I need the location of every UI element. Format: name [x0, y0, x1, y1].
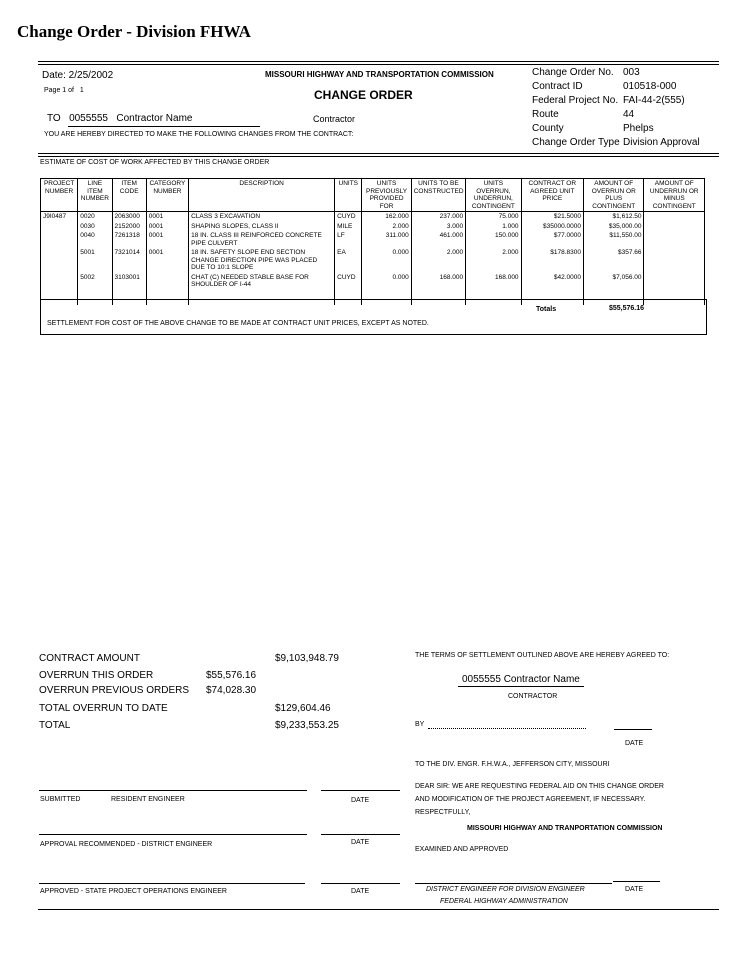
column-header: LINE ITEM NUMBER: [78, 179, 112, 212]
total-overrun-label: TOTAL OVERRUN TO DATE: [39, 703, 168, 714]
column-header: AMOUNT OF UNDERRUN OR MINUS CONTINGENT: [644, 179, 705, 212]
examined-approved: EXAMINED AND APPROVED: [415, 846, 509, 853]
info-value: 44: [623, 109, 635, 120]
column-header: CATEGORY NUMBER: [146, 179, 188, 212]
page-label: Page 1 of 1: [44, 87, 84, 94]
column-header: PROJECT NUMBER: [41, 179, 78, 212]
info-label: Route: [532, 109, 559, 120]
column-header: DESCRIPTION: [189, 179, 335, 212]
approval-recommended-date-line: [321, 834, 400, 835]
header-rule: [38, 153, 719, 154]
info-label: County: [532, 123, 564, 134]
directive-text: YOU ARE HEREBY DIRECTED TO MAKE THE FOLLOWING CHANGES FROM THE CONTRACT:: [44, 131, 354, 138]
settlement-note: SETTLEMENT FOR COST OF THE ABOVE CHANGE TO BE MADE AT CONTRACT UNIT PRICES, EXCEPT AS NOTED.: [47, 320, 429, 327]
overrun-this-label: OVERRUN THIS ORDER: [39, 670, 154, 681]
contractor-underline: [458, 686, 584, 687]
agreed-text: THE TERMS OF SETTLEMENT OUTLINED ABOVE ARE HEREBY AGREED TO:: [415, 652, 670, 659]
total-label: TOTAL: [39, 720, 71, 731]
column-header: UNITS: [335, 179, 362, 212]
district-date-line: [613, 881, 660, 882]
contract-amount-label: CONTRACT AMOUNT: [39, 653, 140, 664]
info-labels: [532, 66, 620, 150]
table-row: J9I0487 0020 2063000 0001 CLASS 3 EXCAVATION CUYD 162.000 237.000 75.000 $21.5000 $1,612.50: [41, 212, 705, 222]
respectfully: RESPECTFULLY,: [415, 809, 471, 816]
contract-amount: $9,103,948.79: [275, 653, 339, 664]
to-line: TO 0055555 Contractor Name: [47, 113, 193, 124]
info-label: Contract ID: [532, 81, 583, 92]
by-signature-line: [428, 728, 586, 729]
district-engineer-line: [415, 883, 612, 884]
contractor-caption: CONTRACTOR: [508, 693, 558, 700]
date: Date: 2/25/2002: [42, 70, 114, 81]
resident-engineer-label: RESIDENT ENGINEER: [111, 796, 185, 803]
info-value: FAI-44-2(555): [623, 95, 685, 106]
commission-signature: MISSOURI HIGHWAY AND TRANPORTATION COMMISSION: [467, 825, 663, 832]
contractor-label: Contractor: [313, 114, 356, 124]
submitted-date-line: [321, 790, 400, 791]
contractor-line: 0055555 Contractor Name: [462, 674, 580, 685]
by-date-line: [614, 729, 652, 730]
top-rule: [38, 61, 719, 62]
header-rule-2: [38, 156, 719, 157]
overrun-prev-label: OVERRUN PREVIOUS ORDERS: [39, 685, 190, 696]
overrun-this: $55,576.16: [206, 670, 257, 681]
info-label: Federal Project No.: [532, 95, 619, 106]
column-header: UNITS TO BE CONSTRUCTED: [411, 179, 465, 212]
total: $9,233,553.25: [275, 720, 339, 731]
by-date-label: DATE: [625, 740, 644, 747]
approval-recommended-date-label: DATE: [351, 839, 370, 846]
change-order-heading: CHANGE ORDER: [314, 88, 413, 102]
totals-label: Totals: [536, 306, 557, 313]
by-label: BY: [415, 721, 425, 728]
page-title: Change Order - Division FHWA: [17, 22, 251, 41]
fha-label: FEDERAL HIGHWAY ADMINISTRATION: [440, 898, 568, 905]
column-header: ITEM CODE: [112, 179, 146, 212]
district-date-label: DATE: [625, 886, 644, 893]
info-value: Division Approval: [623, 137, 700, 148]
submitted-label: SUBMITTED: [40, 796, 81, 803]
request-text-2: AND MODIFICATION OF THE PROJECT AGREEMENT, IF NECESSARY.: [415, 796, 646, 803]
to-underline: [68, 126, 260, 127]
overrun-prev: $74,028.30: [206, 685, 257, 696]
top-rule-2: [38, 64, 719, 65]
column-header: UNITS PREVIOUSLY PROVIDED FOR: [362, 179, 411, 212]
submitted-line: [39, 790, 307, 791]
info-value: Phelps: [623, 123, 654, 134]
table-row: 5001 7321014 0001 18 IN. SAFETY SLOPE END SECTION CHANGE DIRECTION PIPE WAS PLACED DUE TO 10:1 SLOPE EA 0.000 2.000 2.000 $178.8300 $357.66: [41, 248, 705, 273]
info-label: Change Order Type: [532, 137, 620, 148]
district-engineer-label: DISTRICT ENGINEER FOR DIVISION ENGINEER: [426, 886, 585, 893]
info-value: 003: [623, 67, 640, 78]
column-header: UNITS OVERRUN, UNDERRUN, CONTINGENT: [466, 179, 521, 212]
approval-recommended-label: APPROVAL RECOMMENDED - DISTRICT ENGINEER: [40, 841, 213, 848]
request-text-1: DEAR SIR: WE ARE REQUESTING FEDERAL AID ON THIS CHANGE ORDER: [415, 783, 664, 790]
table-row: 0040 7261318 0001 18 IN. CLASS III REINFORCED CONCRETE PIPE CULVERT LF 311.000 461.000 150.000 $77.0000 $11,550.00: [41, 231, 705, 248]
bottom-rule: [38, 909, 719, 910]
approved-date-line: [321, 883, 400, 884]
table-row: 0030 2152000 0001 SHAPING SLOPES, CLASS II MILE 2.000 3.000 1.000 $35000.0000 $35,000.00: [41, 222, 705, 232]
submitted-date-label: DATE: [351, 797, 370, 804]
estimate-table: [40, 178, 705, 305]
to-engineer-text: TO THE DIV. ENGR. F.H.W.A., JEFFERSON CITY, MISSOURI: [415, 761, 610, 768]
totals-value: $55,576.16: [609, 305, 645, 312]
info-value: 010518-000: [623, 81, 677, 92]
total-overrun: $129,604.46: [275, 703, 331, 714]
table-row: 5002 3103001 CHAT (C) NEEDED STABLE BASE FOR SHOULDER OF I-44 CUYD 0.000 168.000 168.000 $42.0000 $7,056.00: [41, 273, 705, 290]
approved-label: APPROVED - STATE PROJECT OPERATIONS ENGINEER: [40, 888, 227, 895]
info-label: Change Order No.: [532, 67, 614, 78]
column-header: CONTRACT OR AGREED UNIT PRICE: [521, 179, 583, 212]
info-values: [623, 66, 700, 150]
estimate-label: ESTIMATE OF COST OF WORK AFFECTED BY THIS CHANGE ORDER: [40, 159, 270, 166]
approved-date-label: DATE: [351, 888, 370, 895]
approved-line: [39, 883, 305, 884]
approval-recommended-line: [39, 834, 307, 835]
table-header-row: [41, 179, 705, 212]
settlement-box: [40, 299, 707, 335]
commission-name: MISSOURI HIGHWAY AND TRANSPORTATION COMMISSION: [265, 70, 494, 79]
column-header: AMOUNT OF OVERRUN OR PLUS CONTINGENT: [584, 179, 644, 212]
